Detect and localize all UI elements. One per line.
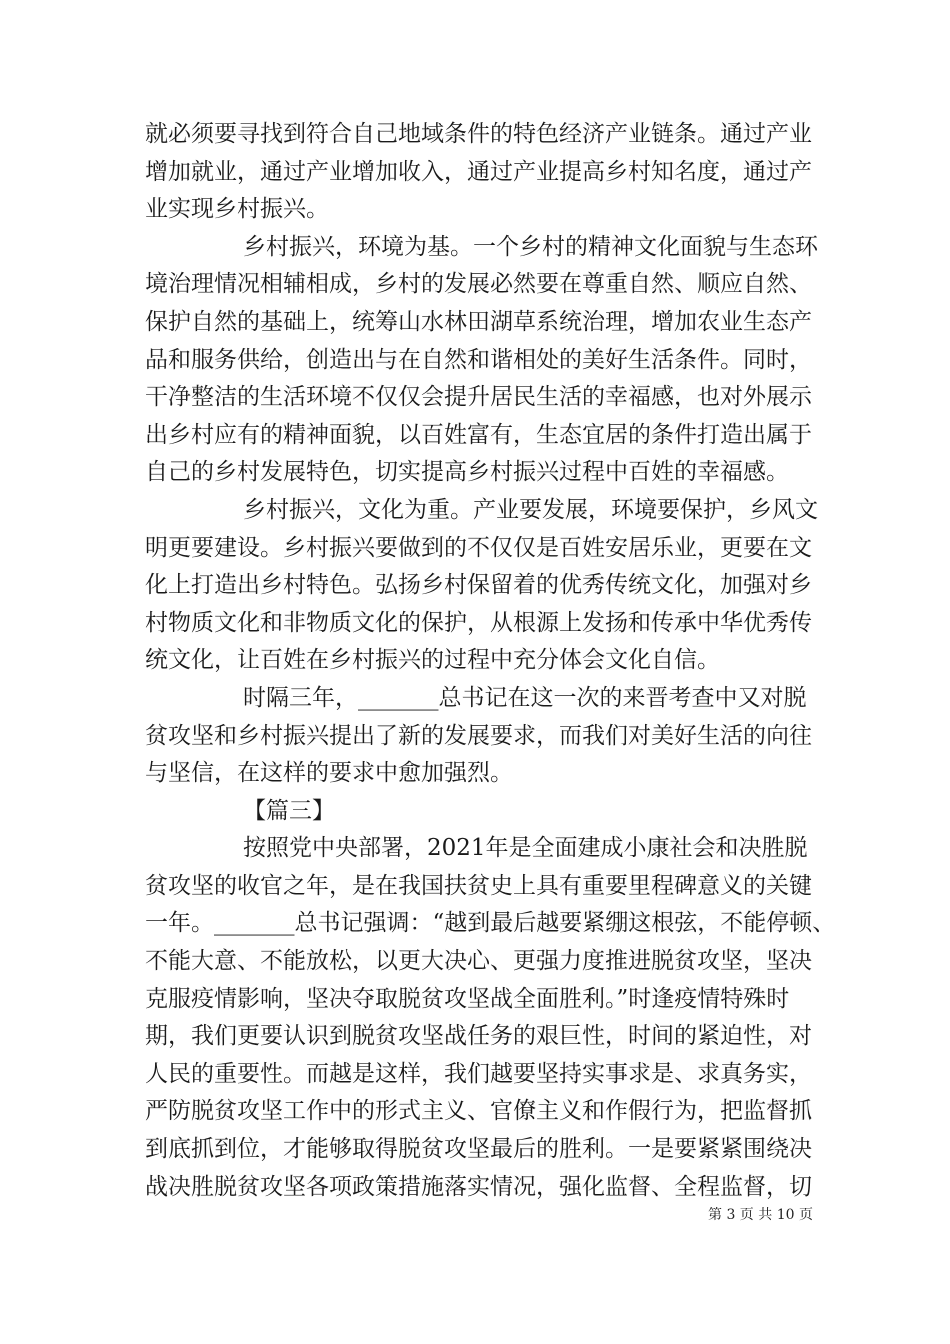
- text-line: 乡村振兴，环境为基。一个乡村的精神文化面貌与生态环: [243, 233, 818, 260]
- text-line: 品和服务供给，创造出与在自然和谐相处的美好生活条件。同时，: [145, 346, 812, 373]
- text-line: 按照党中央部署，2021年是全面建成小康社会和决胜脱: [243, 835, 808, 862]
- text-line: 村物质文化和非物质文化的保护，从根源上发扬和传承中华优秀传: [145, 609, 812, 636]
- text-line: 【篇三】: [243, 797, 335, 824]
- text-line: 自己的乡村发展特色，切实提高乡村振兴过程中百姓的幸福感。: [145, 459, 789, 486]
- text-line: 人民的重要性。而越是这样，我们越要坚持实事求是、求真务实，: [145, 1060, 812, 1087]
- text-line: 到底抓到位，才能够取得脱贫攻坚最后的胜利。一是要紧紧围绕决: [145, 1136, 812, 1163]
- text-line: 境治理情况相辅相成，乡村的发展必然要在尊重自然、顺应自然、: [145, 271, 812, 298]
- text-line: 时隔三年，_______总书记在这一次的来晋考查中又对脱: [243, 684, 807, 711]
- text-line: 严防脱贫攻坚工作中的形式主义、官僚主义和作假行为，把监督抓: [145, 1098, 812, 1125]
- text-line: 保护自然的基础上，统筹山水林田湖草系统治理，增加农业生态产: [145, 308, 812, 335]
- text-line: 克服疫情影响，坚决夺取脱贫攻坚战全面胜利。”时逢疫情特殊时: [145, 985, 790, 1012]
- page-number-footer: 第 3 页 共 10 页: [708, 1207, 813, 1223]
- text-line: 化上打造出乡村特色。弘扬乡村保留着的优秀传统文化，加强对乡: [145, 572, 812, 599]
- text-line: 贫攻坚的收官之年，是在我国扶贫史上具有重要里程碑意义的关键: [145, 872, 812, 899]
- text-line: 贫攻坚和乡村振兴提出了新的发展要求，而我们对美好生活的向往: [145, 722, 812, 749]
- text-line: 与坚信，在这样的要求中愈加强烈。: [145, 760, 513, 787]
- text-line: 干净整洁的生活环境不仅仅会提升居民生活的幸福感，也对外展示: [145, 384, 812, 411]
- text-line: 统文化，让百姓在乡村振兴的过程中充分体会文化自信。: [145, 647, 720, 674]
- text-line: 出乡村应有的精神面貌，以百姓富有，生态宜居的条件打造出属于: [145, 421, 812, 448]
- text-line: 战决胜脱贫攻坚各项政策措施落实情况，强化监督、全程监督，切: [145, 1173, 812, 1200]
- text-line: 增加就业，通过产业增加收入，通过产业提高乡村知名度，通过产: [145, 158, 812, 185]
- text-line: 明更要建设。乡村振兴要做到的不仅仅是百姓安居乐业，更要在文: [145, 534, 812, 561]
- text-line: 一年。_______总书记强调：“越到最后越要紧绷这根弦，不能停顿、: [145, 910, 836, 937]
- text-line: 期，我们更要认识到脱贫攻坚战任务的艰巨性，时间的紧迫性，对: [145, 1023, 812, 1050]
- text-line: 乡村振兴，文化为重。产业要发展，环境要保护，乡风文: [243, 496, 818, 523]
- text-line: 不能大意、不能放松，以更大决心、更强力度推进脱贫攻坚，坚决: [145, 948, 812, 975]
- text-line: 业实现乡村振兴。: [145, 196, 329, 223]
- document-body: [145, 116, 836, 1206]
- text-line: 就必须要寻找到符合自己地域条件的特色经济产业链条。通过产业: [145, 121, 812, 147]
